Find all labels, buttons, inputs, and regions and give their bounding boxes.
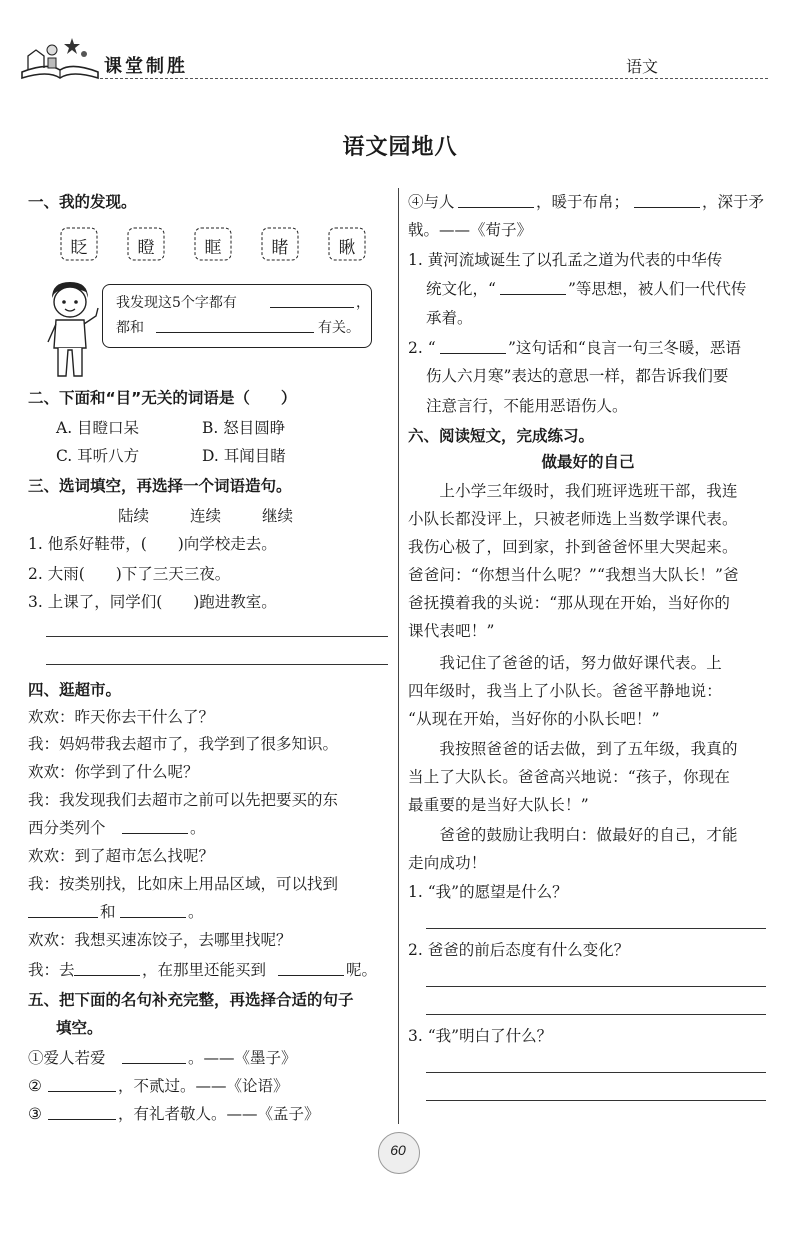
subject-label: 语文 [626, 57, 659, 76]
fill-blank[interactable] [74, 960, 140, 976]
quote-item: ，暖于布帛； [536, 193, 630, 211]
answer-line[interactable] [426, 1100, 766, 1101]
section-4-heading: 四、逛超市。 [28, 681, 122, 699]
dialog-line: 欢欢：到了超市怎么找呢？ [28, 847, 215, 865]
quote-item: ，不贰过。——《论语》 [118, 1077, 289, 1095]
story-line: 四年级时，我当上了小队长。爸爸平静地说： [408, 682, 723, 700]
char: 睹 [271, 238, 289, 258]
story-line: 爸抚摸着我的头说：“那从现在开始，当好你的 [408, 594, 731, 612]
dialog-line: 欢欢：你学到了什么呢？ [28, 763, 199, 781]
quote-item: ③ [28, 1105, 42, 1123]
story-line: 我伤心极了，回到家，扑到爸爸怀里大哭起来。 [408, 538, 738, 556]
fill-sentence: 注意言行，不能用恶语伤人。 [426, 397, 628, 415]
bubble-text-2b: 有关。 [318, 320, 360, 336]
story-line: 最重要的是当好大队长！” [408, 796, 589, 814]
fill-blank[interactable] [122, 1048, 186, 1064]
story-line: “从现在开始，当好你的小队长吧！” [408, 710, 660, 728]
dialog-line: 西分类列个 [28, 819, 106, 837]
fill-sentence: 承着。 [426, 309, 473, 327]
fill-blank[interactable] [120, 902, 186, 918]
section-1-heading: 一、我的发现。 [28, 193, 137, 211]
fill-blank[interactable] [48, 1076, 116, 1092]
dialog-line: 欢欢：我想买速冻饺子，去哪里找呢？ [28, 931, 292, 949]
bubble-text-1a: 我发现这5个字都有 [116, 295, 237, 311]
fill-sentence: ”这句话和“良言一句三冬暖，恶语 [508, 339, 741, 357]
char-box [59, 226, 99, 262]
fill-sentence: 2. “ [408, 339, 436, 357]
fill-question-3: 3. 上课了，同学们( )跑进教室。 [28, 593, 277, 611]
page-number: 60 [390, 1142, 406, 1158]
option-a: A. 目瞪口呆 [56, 419, 140, 437]
fill-blank[interactable] [500, 279, 566, 295]
dialog-line: 呢。 [346, 961, 378, 979]
bubble-text-2a: 都和 [116, 320, 144, 336]
page-title: 语文园地八 [342, 135, 458, 160]
brand-title: 课堂制胜 [104, 56, 188, 77]
fill-blank[interactable] [28, 902, 98, 918]
quote-item: ④与人 [408, 193, 455, 211]
bubble-text-1b: ， [356, 295, 370, 311]
quote-item: ，有礼者敬人。——《孟子》 [118, 1105, 320, 1123]
fill-blank[interactable] [48, 1104, 116, 1120]
bubble-blank-2 [156, 317, 314, 333]
dialog-line: 。 [190, 819, 206, 837]
fill-question-1: 1. 他系好鞋带，( )向学校走去。 [28, 535, 277, 553]
char: 瞪 [137, 238, 155, 258]
fill-blank[interactable] [440, 338, 506, 354]
fill-blank[interactable] [278, 960, 344, 976]
dialog-line: 。 [188, 903, 204, 921]
story-line: 爸爸的鼓励让我明白：做最好的自己，才能 [408, 826, 738, 844]
char-box [126, 226, 166, 262]
story-line: 走向成功！ [408, 854, 487, 872]
story-line: 我按照爸爸的话去做，到了五年级，我真的 [408, 740, 738, 758]
story-line: 上小学三年级时，我们班评选班干部，我连 [408, 482, 738, 500]
dialog-line: 我：妈妈带我去超市了，我学到了很多知识。 [28, 735, 339, 753]
fill-sentence: ”等思想，被人们一代代传 [568, 280, 747, 298]
char: 瞅 [338, 238, 356, 258]
quote-item: 戟。——《荀子》 [408, 221, 533, 239]
story-line: 我记住了爸爸的话，努力做好课代表。上 [408, 654, 723, 672]
char: 眨 [70, 238, 88, 258]
story-line: 课代表吧！” [408, 622, 495, 640]
char-box [193, 226, 233, 262]
char: 眶 [204, 238, 222, 258]
fill-question-2: 2. 大雨( )下了三天三夜。 [28, 565, 231, 583]
header-divider [100, 78, 768, 79]
answer-line[interactable] [426, 1014, 766, 1015]
quote-item: ①爱人若爱 [28, 1049, 106, 1067]
reading-question-2: 2. 爸爸的前后态度有什么变化？ [408, 941, 630, 959]
answer-line[interactable] [46, 636, 388, 637]
dialog-line: 和 [100, 903, 116, 921]
fill-blank[interactable] [458, 192, 534, 208]
dialog-line: 欢欢：昨天你去干什么了？ [28, 708, 215, 726]
reading-question-1: 1. “我”的愿望是什么？ [408, 883, 568, 901]
char-box [260, 226, 300, 262]
header-logo-icon [18, 36, 102, 82]
char-box [327, 226, 367, 262]
quote-item: ② [28, 1077, 42, 1095]
fill-sentence: 伤人六月寒”表达的意思一样，都告诉我们要 [426, 367, 729, 385]
section-2-heading: 二、下面和“目”无关的词语是（ ） [28, 389, 297, 407]
answer-line[interactable] [426, 986, 766, 987]
option-c: C. 耳听八方 [56, 447, 140, 465]
section-6-heading: 六、阅读短文，完成练习。 [408, 427, 595, 445]
section-5-heading: 五、把下面的名句补充完整，再选择合适的句子 [28, 991, 354, 1009]
boy-illustration-icon [38, 278, 102, 382]
quote-item: 。——《墨子》 [188, 1049, 297, 1067]
story-line: 当上了大队长。爸爸高兴地说：“孩子，你现在 [408, 768, 731, 786]
word-option: 继续 [262, 507, 294, 525]
story-line: 小队长都没评上，只被老师选上当数学课代表。 [408, 510, 738, 528]
answer-line[interactable] [426, 1072, 766, 1073]
dialog-line: ，在那里还能买到 [142, 961, 267, 979]
column-divider [398, 188, 399, 1124]
dialog-line: 我：我发现我们去超市之前可以先把要买的东 [28, 791, 339, 809]
answer-line[interactable] [426, 928, 766, 929]
dialog-line: 我：按类别找，比如床上用品区域，可以找到 [28, 875, 339, 893]
story-line: 爸爸问：“你想当什么呢？”“我想当大队长！”爸 [408, 566, 739, 584]
story-title: 做最好的自己 [541, 453, 635, 471]
fill-blank[interactable] [634, 192, 700, 208]
section-3-heading: 三、选词填空，再选择一个词语造句。 [28, 477, 292, 495]
dialog-line: 我：去 [28, 961, 75, 979]
answer-line[interactable] [46, 664, 388, 665]
word-option: 陆续 [118, 507, 150, 525]
bubble-blank-1 [270, 292, 354, 308]
reading-question-3: 3. “我”明白了什么？ [408, 1027, 553, 1045]
quote-item: ，深于矛 [702, 193, 765, 211]
section-5-heading-cont: 填空。 [56, 1019, 103, 1037]
option-d: D. 耳闻目睹 [202, 447, 286, 465]
fill-blank[interactable] [122, 818, 188, 834]
fill-sentence: 1. 黄河流域诞生了以孔孟之道为代表的中华传 [408, 251, 723, 269]
fill-sentence: 统文化，“ [426, 280, 496, 298]
option-b: B. 怒目圆睁 [202, 419, 286, 437]
word-option: 连续 [190, 507, 222, 525]
